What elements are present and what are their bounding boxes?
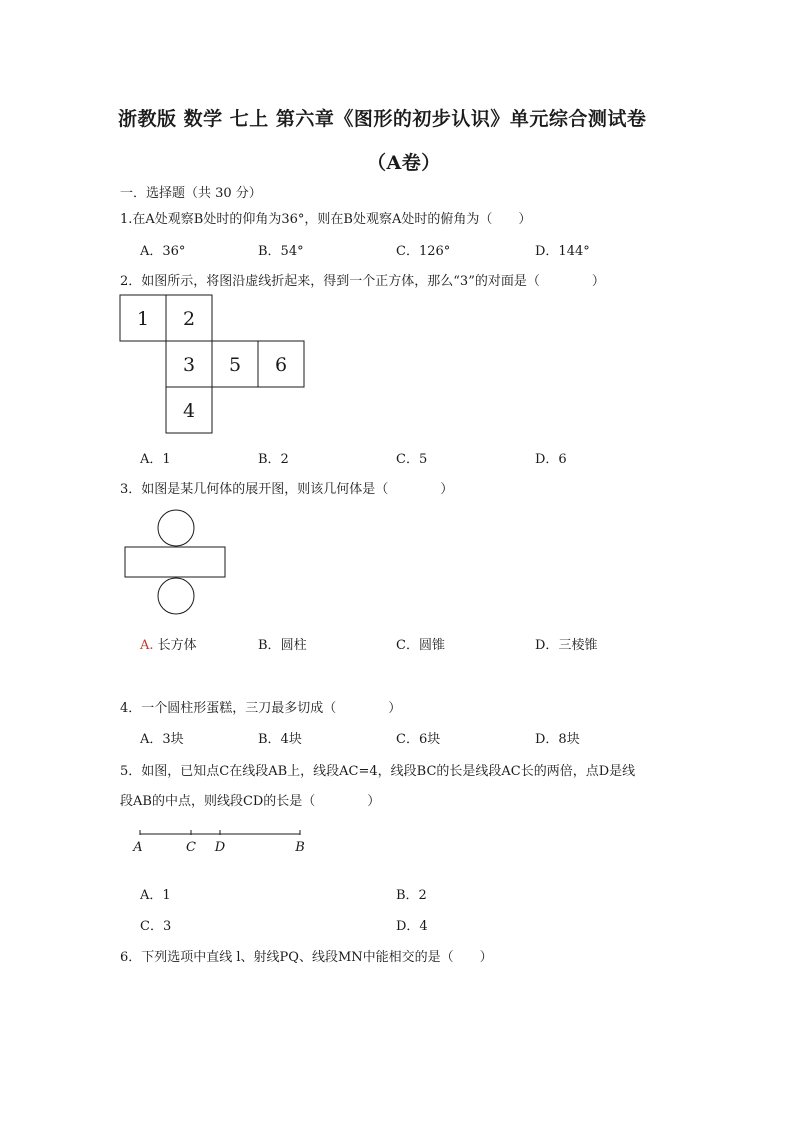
net-rectangle [125, 547, 225, 577]
point-label-b: B [295, 840, 305, 855]
net-label-1: 1 [136, 308, 150, 330]
question-4-option-a: A．3块 [140, 732, 184, 747]
question-3-option-c-text: 圆锥 [418, 638, 445, 653]
net-label-6: 6 [274, 354, 288, 376]
question-5-option-a: A．1 [140, 888, 171, 903]
point-label-a: A [133, 840, 143, 855]
question-5-option-c: C．3 [140, 919, 172, 934]
question-2-option-b: B．2 [258, 452, 289, 467]
question-1-stem: 1.在A处观察B处时的仰角为36°，则在B处观察A处时的俯角为（ ） [120, 212, 532, 227]
net-label-2: 2 [182, 308, 196, 330]
net-label-4: 4 [182, 400, 196, 422]
cube-net-figure [118, 293, 310, 437]
question-5-stem-line-2: 段AB的中点，则线段CD的长是（ ） [120, 794, 381, 809]
segment-figure [128, 826, 318, 858]
question-3-option-c [396, 634, 445, 653]
question-3-option-d-letter: D． [535, 638, 559, 653]
question-1-option-d: D．144° [535, 244, 590, 259]
question-3-option-a [140, 634, 197, 653]
question-1-option-c: C．126° [396, 244, 451, 259]
page-title: 浙教版 数学 七上 第六章《图形的初步认识》单元综合测试卷 [118, 108, 647, 130]
point-label-c: C [186, 840, 196, 855]
cylinder-net-figure [122, 508, 230, 616]
question-1-option-b: B．54° [258, 244, 304, 259]
question-3-option-c-letter: C． [396, 638, 419, 653]
net-label-3: 3 [182, 354, 196, 376]
question-2-option-a: A．1 [140, 452, 171, 467]
question-3-option-b-text: 圆柱 [280, 638, 307, 653]
question-5-option-d: D．4 [396, 919, 428, 934]
question-5-stem-line-1: 5．如图，已知点C在线段AB上，线段AC=4，线段BC的长是线段AC长的两倍，点D是线 [120, 764, 636, 779]
question-4-option-d: D．8块 [535, 732, 580, 747]
question-2-stem: 2．如图所示，将图沿虚线折起来，得到一个正方体，那么“3”的对面是（ ） [120, 274, 605, 289]
question-3-option-b [258, 634, 307, 653]
question-4-option-b: B．4块 [258, 732, 302, 747]
question-3-stem: 3．如图是某几何体的展开图，则该几何体是（ ） [120, 482, 454, 497]
question-2-option-d: D．6 [535, 452, 567, 467]
question-2-option-c: C．5 [396, 452, 428, 467]
question-1-option-a: A．36° [140, 244, 186, 259]
question-3-option-a-letter: A. [140, 638, 154, 653]
net-label-5: 5 [228, 354, 242, 376]
question-3-option-a-text: 长方体 [157, 638, 197, 653]
question-4-stem: 4．一个圆柱形蛋糕，三刀最多切成（ ） [120, 701, 402, 716]
question-6-stem: 6．下列选项中直线 l、射线PQ、线段MN中能相交的是（ ） [120, 950, 493, 965]
question-4-option-c: C．6块 [396, 732, 441, 747]
question-3-option-d [535, 634, 597, 653]
section-heading: 一．选择题（共 30 分） [120, 186, 262, 201]
page-subtitle: （A卷） [367, 152, 441, 174]
question-3-option-b-letter: B． [258, 638, 281, 653]
question-3-option-d-text: 三棱锥 [558, 638, 598, 653]
net-bottom-circle [158, 578, 194, 614]
question-5-option-b: B．2 [396, 888, 427, 903]
point-label-d: D [214, 840, 226, 855]
net-top-circle [158, 510, 194, 546]
